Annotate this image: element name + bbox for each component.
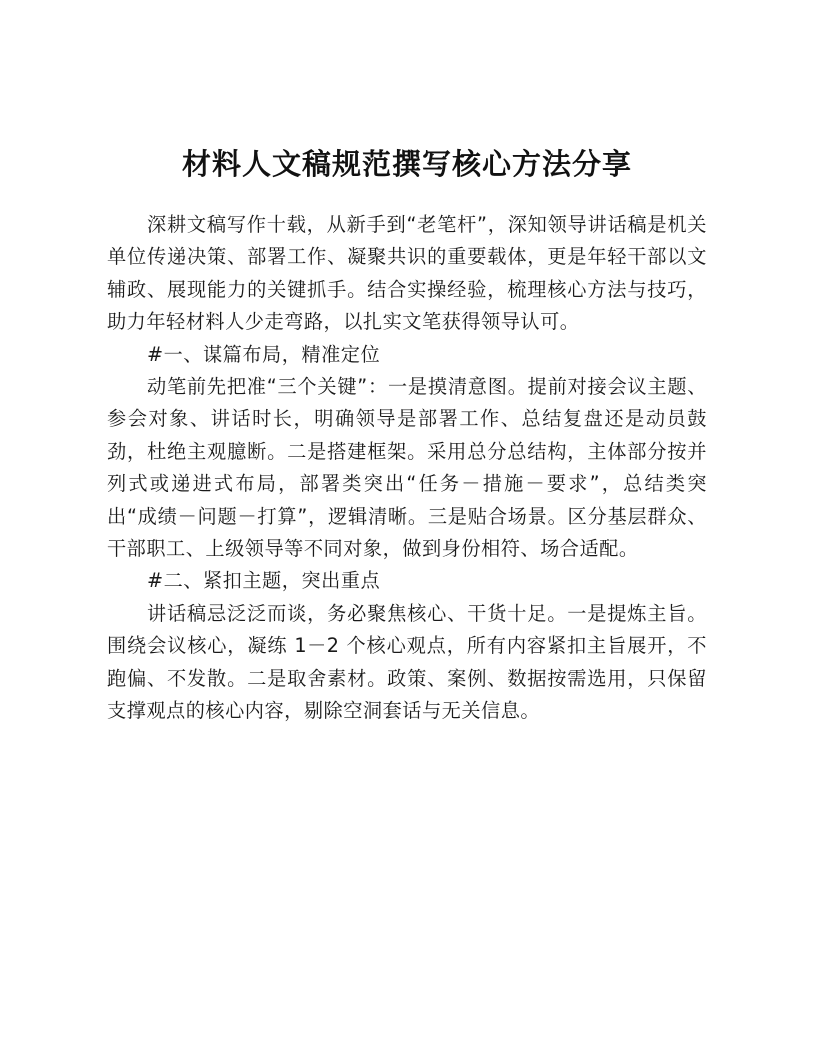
document-content [107,140,707,728]
section-heading-2: #二、紧扣主题，突出重点 [147,569,381,593]
section-body-2: 讲话稿忌泛泛而谈，务必聚焦核心、干货十足。一是提炼主旨。围绕会议核心，凝练 1－2 个核心观点，所有内容紧扣主旨展开，不跑偏、不发散。二是取舍素材。政策、案例、数据按需选用，只保留支撑观点的核心内容，剔除空洞套话与无关信息。 [107,601,707,723]
intro-paragraph: 深耕文稿写作十载，从新手到“老笔杆”，深知领导讲话稿是机关单位传递决策、部署工作、凝聚共识的重要载体，更是年轻干部以文辅政、展现能力的关键抓手。结合实操经验，梳理核心方法与技巧，助力年轻材料人少走弯路，以扎实文笔获得领导认可。 [107,213,707,334]
section-body-1: 动笔前先把准“三个关键”：一是摸清意图。提前对接会议主题、参会对象、讲话时长，明确领导是部署工作、总结复盘还是动员鼓劲，杜绝主观臆断。二是搭建框架。采用总分总结构，主体部分按并列式或递进式布局，部署类突出“任务－措施－要求”，总结类突出“成绩－问题－打算”，逻辑清晰。三是贴合场景。区分基层群众、干部职工、上级领导等不同对象，做到身份相符、场合适配。 [107,375,707,561]
section-heading-1: #一、谋篇布局，精准定位 [147,342,381,366]
document-title: 材料人文稿规范撰写核心方法分享 [181,147,632,181]
